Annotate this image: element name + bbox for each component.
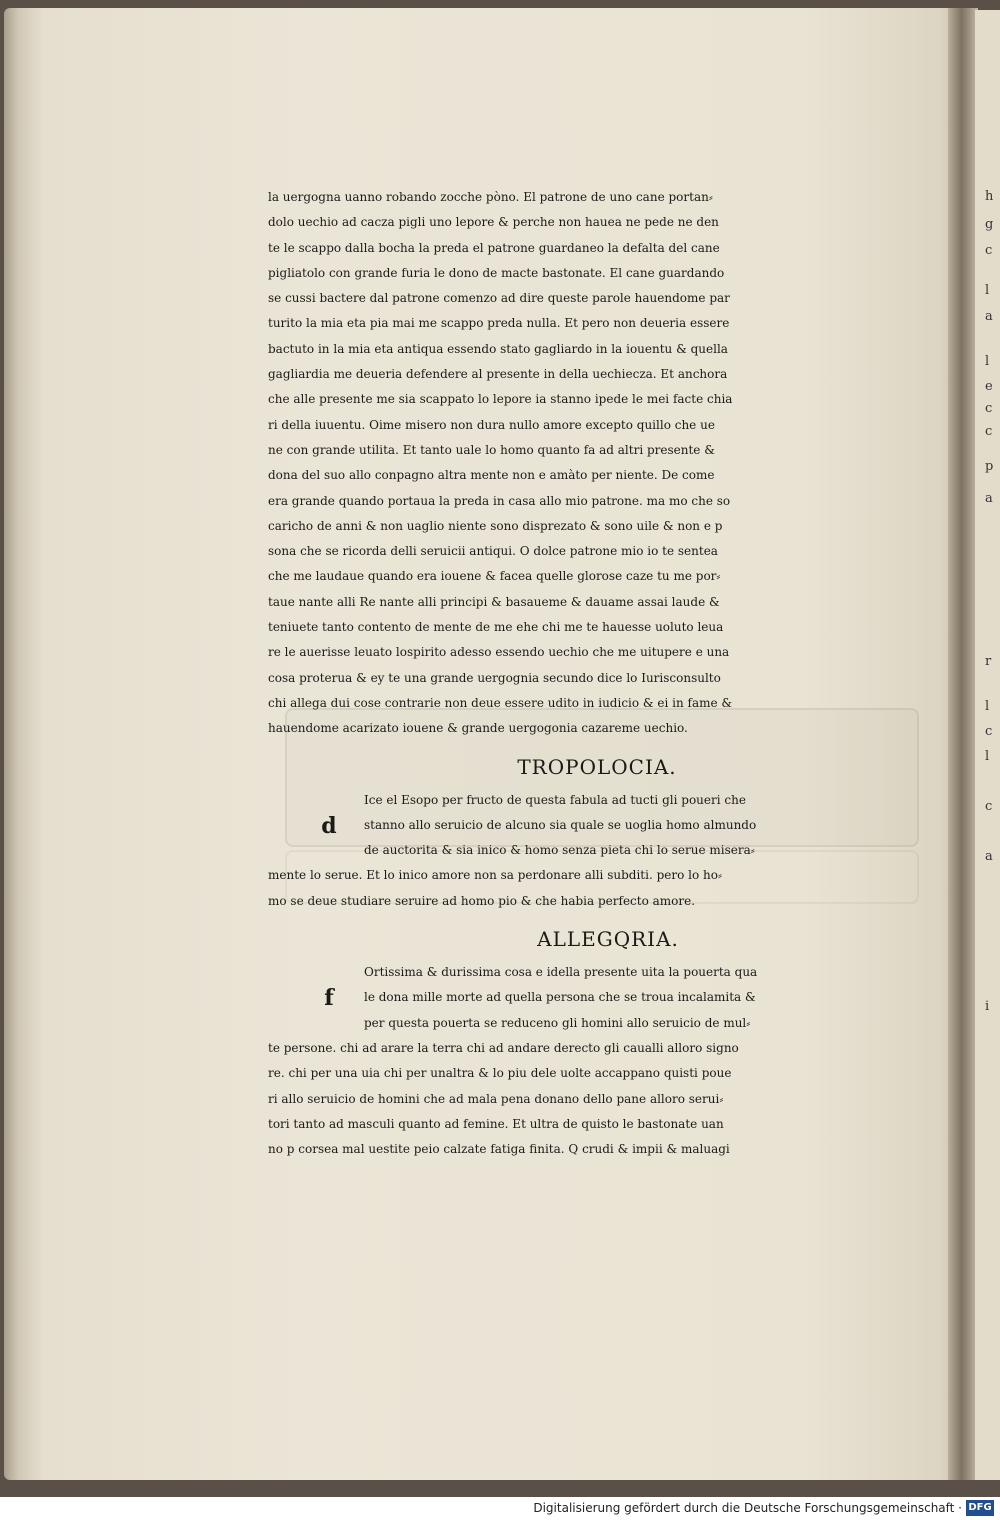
text-line: che me laudaue quando era iouene & facea quelle glorose caze tu me por⸗ bbox=[268, 569, 721, 584]
text-line: dona del suo allo conpagno altra mente non e amàto per niente. De come bbox=[268, 468, 715, 483]
text-line: era grande quando portaua la preda in casa allo mio patrone. ma mo che so bbox=[268, 493, 731, 508]
text-line: ri della iuuentu. Oime misero non dura nullo amore excepto quillo che ue bbox=[268, 417, 715, 432]
tropologia-section bbox=[268, 788, 918, 914]
digitization-footer bbox=[0, 1497, 1000, 1520]
text-line: chi allega dui cose contrarie non deue essere udito in iudicio & ei in fame & bbox=[268, 695, 733, 710]
text-line: Ortissima & durissima cosa e idella presente uita la pouerta qua bbox=[364, 965, 758, 980]
initial-guide-letter: d bbox=[321, 812, 337, 839]
text-line: bactuto in la mia eta antiqua essendo stato gagliardo in la iouentu & quella bbox=[268, 341, 728, 356]
tropologia-heading: TROPOLOCIA. bbox=[517, 754, 677, 779]
text-line: te le scappo dalla bocha la preda el patrone guardaneo la defalta del cane bbox=[268, 240, 720, 255]
text-line: caricho de anni & non uaglio niente sono disprezato & sono uile & non e p bbox=[268, 518, 723, 533]
text-line: re. chi per una uia chi per unaltra & lo piu dele uolte accappano quisti poue bbox=[268, 1066, 732, 1081]
text-line: ri allo seruicio de homini che ad mala pena donano dello pane alloro serui⸗ bbox=[268, 1091, 724, 1106]
fable-body bbox=[268, 185, 918, 742]
text-line: teniuete tanto contento de mente de me ehe chi me te hauesse uoluto leua bbox=[268, 620, 724, 635]
text-line: che alle presente me sia scappato lo lepore ia stanno ipede le mei facte chia bbox=[268, 392, 733, 407]
allegoria-heading: ALLEGQRIA. bbox=[537, 927, 679, 952]
allegoria-section bbox=[268, 960, 918, 1162]
dfg-logo-icon: DFG bbox=[966, 1500, 994, 1516]
text-line: Ice el Esopo per fructo de questa fabula ad tucti gli poueri che bbox=[364, 792, 746, 807]
page-text bbox=[268, 185, 918, 1162]
text-line: taue nante alli Re nante alli principi & basaueme & dauame assai laude & bbox=[268, 594, 720, 609]
text-line: cosa proterua & ey te una grande uergognia secundo dice lo Iurisconsulto bbox=[268, 670, 721, 685]
text-line: te persone. chi ad arare la terra chi ad andare derecto gli caualli alloro signo bbox=[268, 1040, 739, 1055]
text-line: gagliardia me deueria defendere al presente in della uechiecza. Et anchora bbox=[268, 367, 728, 382]
text-line: ne con grande utilita. Et tanto uale lo homo quanto fa ad altri presente & bbox=[268, 442, 715, 457]
text-line: le dona mille morte ad quella persona che se troua incalamita & bbox=[364, 990, 756, 1005]
text-line: pigliatolo con grande furia le dono de macte bastonate. El cane guardando bbox=[268, 265, 725, 280]
text-line: turito la mia eta pia mai me scappo preda nulla. Et pero non deueria essere bbox=[268, 316, 730, 331]
text-line: per questa pouerta se reduceno gli homini allo seruicio de mul⸗ bbox=[364, 1015, 751, 1030]
text-line: dolo uechio ad cacza pigli uno lepore & perche non hauea ne pede ne den bbox=[268, 215, 719, 230]
funding-notice: Digitalisierung gefördert durch die Deutsche Forschungsgemeinschaft · bbox=[533, 1501, 962, 1515]
text-line: sona che se ricorda delli seruicii antiqui. O dolce patrone mio io te sentea bbox=[268, 544, 718, 559]
text-line: stanno allo seruicio de alcuno sia quale se uoglia homo almundo bbox=[364, 817, 757, 832]
text-line: no p corsea mal uestite peio calzate fatiga finita. Q crudi & impii & maluagi bbox=[268, 1142, 730, 1157]
book-gutter bbox=[948, 8, 978, 1480]
text-line: re le auerisse leuato lospirito adesso essendo uechio che me uitupere e una bbox=[268, 645, 730, 660]
text-line: tori tanto ad masculi quanto ad femine. Et ultra de quisto le bastonate uan bbox=[268, 1116, 724, 1131]
text-line: mente lo serue. Et lo inico amore non sa perdonare alli subditi. pero lo ho⸗ bbox=[268, 868, 722, 883]
text-line: mo se deue studiare seruire ad homo pio & che habia perfecto amore. bbox=[268, 893, 696, 908]
text-line: se cussi bactere dal patrone comenzo ad dire queste parole hauendome par bbox=[268, 291, 730, 306]
text-line: la uergogna uanno robando zocche pòno. El patrone de uno cane portan⸗ bbox=[268, 190, 713, 204]
text-line: de auctorita & sia inico & homo senza pieta chi lo serue misera⸗ bbox=[364, 843, 755, 858]
text-line: hauendome acarizato iouene & grande uergogonia cazareme uechio. bbox=[268, 721, 688, 736]
initial-guide-letter: f bbox=[324, 985, 334, 1012]
